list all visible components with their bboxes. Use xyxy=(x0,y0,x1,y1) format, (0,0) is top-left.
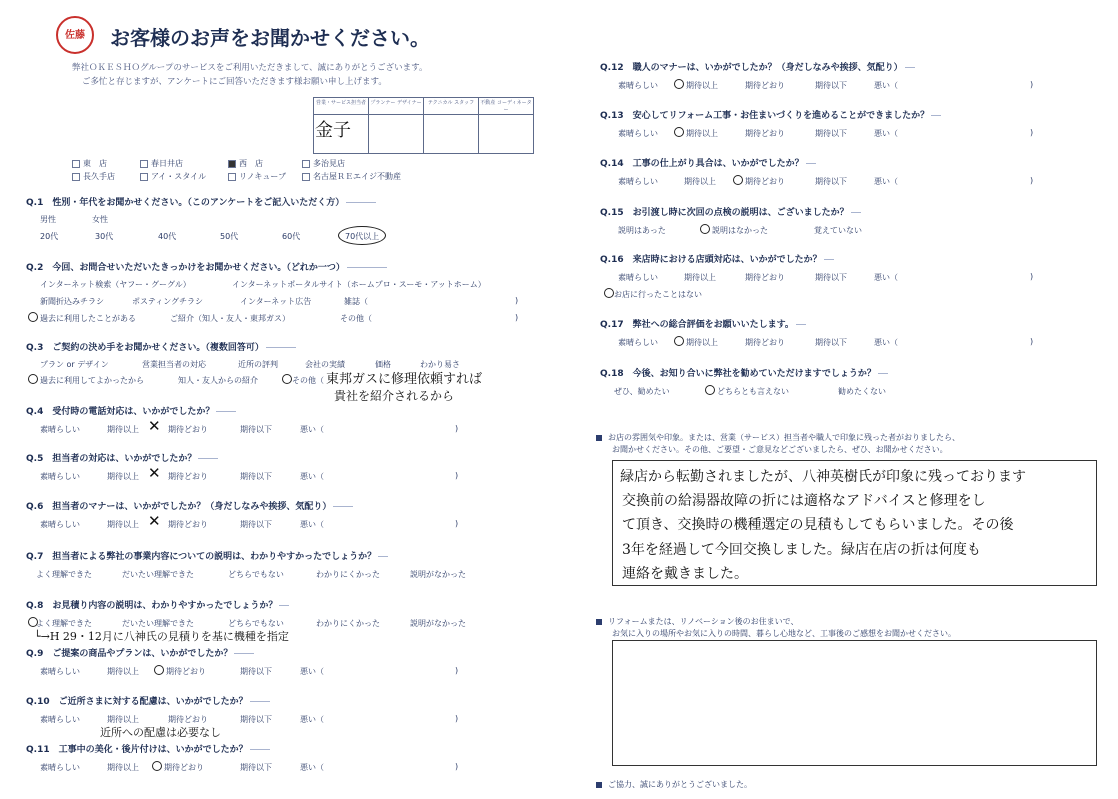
rating-option[interactable]: 素晴らしい xyxy=(618,177,658,186)
rating-option-selected[interactable]: 期待どおり xyxy=(164,763,204,772)
store-option[interactable]: アイ・スタイル xyxy=(140,171,206,182)
rating-option[interactable]: 期待以上 xyxy=(107,763,139,772)
rating-option[interactable]: 期待以上 xyxy=(107,472,139,481)
rating-option[interactable]: 悪い（ xyxy=(874,273,898,282)
rating-option[interactable]: 期待以上 xyxy=(107,667,139,676)
rating-option[interactable]: 期待以上 xyxy=(107,715,139,724)
question-18: Q.18 今後、お知り合いに弊社を勧めていただけますでしょうか？ xyxy=(600,366,888,379)
rating-option[interactable]: 期待どおり xyxy=(168,715,208,724)
q8-option[interactable]: だいたい理解できた xyxy=(122,619,194,628)
answer-circle xyxy=(674,127,684,137)
q2-option[interactable]: インターネット広告 xyxy=(240,297,312,306)
paren: ) xyxy=(1030,337,1034,346)
rating-option[interactable]: 悪い（ xyxy=(874,129,898,138)
answer-circle xyxy=(700,224,710,234)
rating-option[interactable]: 期待どおり xyxy=(745,81,785,90)
rating-option[interactable]: 素晴らしい xyxy=(618,273,658,282)
rating-option[interactable]: 素晴らしい xyxy=(618,81,658,90)
paren: ) xyxy=(455,762,459,771)
q2-option[interactable]: 新聞折込みチラシ xyxy=(40,297,104,306)
paren: ) xyxy=(1030,176,1034,185)
answer-circle xyxy=(28,374,38,384)
q2-option-selected[interactable]: 過去に利用したことがある xyxy=(40,314,136,323)
page-title: お客様のお声をお聞かせください。 xyxy=(110,26,430,50)
rating-option-selected[interactable]: 期待以上 xyxy=(686,129,718,138)
rating-option[interactable]: 素晴らしい xyxy=(618,338,658,347)
rating-option-selected[interactable]: 期待以上 xyxy=(686,81,718,90)
q15-option-selected[interactable]: 説明はなかった xyxy=(712,226,768,235)
question-15: Q.15 お引渡し時に次回の点検の説明は、ございましたか？ xyxy=(600,205,861,218)
rating-option[interactable]: 期待以下 xyxy=(815,338,847,347)
q2-option[interactable]: ご紹介（知人・友人・東邦ガス） xyxy=(170,314,290,323)
staff-header: プランナー デザイナー xyxy=(369,98,424,115)
answer-circle xyxy=(154,665,164,675)
paren: ) xyxy=(455,714,459,723)
handwritten-comment: て頂き、交換時の機種選定の見積もしてもらいました。その後 xyxy=(622,517,1014,533)
q2-option[interactable]: インターネットポータルサイト（ホームプロ・スーモ・アットホーム） xyxy=(232,280,486,289)
x-mark-icon: ✕ xyxy=(148,464,161,482)
question-10: Q.10 ご近所さまに対する配慮は、いかがでしたか？ xyxy=(26,694,270,707)
store-option[interactable]: 西 店 xyxy=(228,158,263,169)
question-2: Q.2 今回、お問合せいただいたきっかけをお聞かせください。（どれか一つ） xyxy=(26,260,387,273)
gender-male[interactable]: 男性 xyxy=(40,215,56,224)
q8-option-selected[interactable]: よく理解できた xyxy=(36,619,92,628)
question-17: Q.17 弊社への総合評価をお願いいたします。 xyxy=(600,317,806,330)
intro-line-1: 弊社ＯＫＥＳＨＯグループのサービスをご利用いただきまして、誠にありがとうございます。 xyxy=(72,63,428,73)
rating-option[interactable]: 期待以下 xyxy=(240,520,272,529)
paren: ) xyxy=(1030,272,1034,281)
footer-thanks: ご協力、誠にありがとうございました。 xyxy=(596,779,752,790)
handwritten-note: └→H 29・12月に八神氏の見積りを基に機種を指定 xyxy=(34,630,289,643)
sales-staff-name: 金子 xyxy=(315,120,351,141)
paren: ) xyxy=(455,424,459,433)
q8-option[interactable]: どちらでもない xyxy=(228,619,284,628)
q16-option-selected[interactable]: お店に行ったことはない xyxy=(614,290,702,299)
handwritten-note: 近所への配慮は必要なし xyxy=(100,726,221,739)
comment2-prompt: お気に入りの場所やお気に入りの時間、暮らし心地など、工事後のご感想をお聞かせください。 xyxy=(612,629,956,638)
rating-option[interactable]: 素晴らしい xyxy=(40,520,80,529)
q2-option[interactable]: ポスティングチラシ xyxy=(132,297,204,306)
rating-option[interactable]: 期待以下 xyxy=(240,715,272,724)
staff-header: テクニカル スタッフ xyxy=(424,98,479,115)
gender-female[interactable]: 女性 xyxy=(92,215,108,224)
question-4: Q.4 受付時の電話対応は、いかがでしたか？ xyxy=(26,404,236,417)
x-mark-icon: ✕ xyxy=(148,512,161,530)
handwritten-comment: 交換前の給湯器故障の折には適格なアドバイスと修理をし xyxy=(622,493,986,509)
question-5: Q.5 担当者の対応は、いかがでしたか？ xyxy=(26,451,218,464)
paren: ) xyxy=(455,519,459,528)
rating-option-selected[interactable]: 期待どおり xyxy=(166,667,206,676)
q3-option[interactable]: 価格 xyxy=(375,360,391,369)
staff-table xyxy=(313,97,534,154)
age-option[interactable]: 60代 xyxy=(282,232,301,241)
answer-circle xyxy=(705,385,715,395)
rating-option-selected[interactable]: 期待どおり xyxy=(168,472,208,481)
handwritten-comment: 緑店から転勤されましたが、八神英樹氏が印象に残っております xyxy=(620,469,1026,485)
rating-option[interactable]: 素晴らしい xyxy=(40,425,80,434)
answer-circle xyxy=(674,79,684,89)
handwritten-note: 貴社を紹介されるから xyxy=(334,389,455,403)
q2-paren: ) xyxy=(515,296,519,305)
question-12: Q.12 職人のマナーは、いかがでしたか？（身だしなみや挨拶、気配り） xyxy=(600,60,915,73)
q18-option-selected[interactable]: どちらとも言えない xyxy=(717,387,789,396)
staff-header: 営業・サービス担当者 xyxy=(314,98,369,115)
q7-option[interactable]: どちらでもない xyxy=(228,570,284,579)
question-7: Q.7 担当者による弊社の事業内容についての説明は、わかりやすかったでしょうか？ xyxy=(26,549,388,562)
intro-line-2: ご多忙と存じますが、アンケートにご回答いただきます様お願い申し上げます。 xyxy=(82,77,387,87)
q3-option[interactable]: 会社の実績 xyxy=(305,360,345,369)
question-1: Q.1 性別・年代をお聞かせください。（このアンケートをご記入いただく方） xyxy=(26,195,376,208)
rating-option[interactable]: 期待どおり xyxy=(745,273,785,282)
q3-option[interactable]: 営業担当者の対応 xyxy=(142,360,206,369)
question-14: Q.14 工事の仕上がり具合は、いかがでしたか？ xyxy=(600,156,816,169)
comment2-prompt: リフォームまたは、リノベーション後のお住まいで、 xyxy=(596,616,798,627)
paren: ) xyxy=(455,666,459,675)
q7-option[interactable]: わかりにくかった xyxy=(316,570,380,579)
store-option[interactable]: リノキューブ xyxy=(228,171,286,182)
rating-option[interactable]: 期待どおり xyxy=(745,338,785,347)
question-6: Q.6 担当者のマナーは、いかがでしたか？（身だしなみや挨拶、気配り） xyxy=(26,499,353,512)
question-11: Q.11 工事中の美化・後片付けは、いかがでしたか？ xyxy=(26,742,270,755)
handwritten-comment: 連絡を戴きました。 xyxy=(622,566,748,582)
q3-option-selected[interactable]: その他（ xyxy=(292,376,324,385)
q15-option[interactable]: 覚えていない xyxy=(814,226,862,235)
age-option[interactable]: 20代 xyxy=(40,232,59,241)
staff-header: 不動産 コーディネーター xyxy=(479,98,534,115)
q8-option[interactable]: わかりにくかった xyxy=(316,619,380,628)
rating-option[interactable]: 期待以上 xyxy=(107,520,139,529)
rating-option[interactable]: 期待以下 xyxy=(240,763,272,772)
handwritten-comment: 3年を経過して今回交換しました。緑店在店の折は何度も xyxy=(622,542,981,558)
store-option[interactable]: 春日井店 xyxy=(140,158,183,169)
handwritten-note: 東邦ガスに修理依頼すれば xyxy=(326,372,483,387)
paren: ) xyxy=(1030,128,1034,137)
rating-option[interactable]: 素晴らしい xyxy=(618,129,658,138)
age-option[interactable]: 30代 xyxy=(95,232,114,241)
q18-option[interactable]: ぜひ、勧めたい xyxy=(614,387,670,396)
age-option[interactable]: 50代 xyxy=(220,232,239,241)
rating-option[interactable]: 期待以下 xyxy=(240,667,272,676)
answer-circle xyxy=(28,312,38,322)
rating-option[interactable]: 期待以上 xyxy=(684,177,716,186)
q3-option[interactable]: プラン or デザイン xyxy=(40,360,109,369)
rating-option[interactable]: 期待以上 xyxy=(107,425,139,434)
rating-option[interactable]: 素晴らしい xyxy=(40,763,80,772)
rating-option[interactable]: 素晴らしい xyxy=(40,472,80,481)
q3-option-selected[interactable]: 過去に利用してよかったから xyxy=(40,376,144,385)
store-option[interactable]: 長久手店 xyxy=(72,171,115,182)
answer-circle xyxy=(733,175,743,185)
answer-circle xyxy=(282,374,292,384)
q15-option[interactable]: 説明はあった xyxy=(618,226,666,235)
seal-stamp: 佐藤 xyxy=(56,16,94,54)
answer-circle xyxy=(604,288,614,298)
rating-option[interactable]: 素晴らしい xyxy=(40,715,80,724)
rating-option[interactable]: 悪い（ xyxy=(300,715,324,724)
rating-option-selected[interactable]: 期待以上 xyxy=(686,338,718,347)
paren: ) xyxy=(1030,80,1034,89)
rating-option[interactable]: 期待以下 xyxy=(815,81,847,90)
rating-option[interactable]: 悪い（ xyxy=(874,81,898,90)
paren: ) xyxy=(455,471,459,480)
store-option[interactable]: 東 店 xyxy=(72,158,107,169)
q18-option[interactable]: 勧めたくない xyxy=(838,387,886,396)
comment2-box[interactable] xyxy=(612,640,1097,766)
q8-option[interactable]: 説明がなかった xyxy=(410,619,466,628)
q7-option[interactable]: よく理解できた xyxy=(36,570,92,579)
age-option[interactable]: 40代 xyxy=(158,232,177,241)
q2-option[interactable]: その他（ xyxy=(340,314,372,323)
q3-option[interactable]: 知人・友人からの紹介 xyxy=(178,376,258,385)
q2-paren: ) xyxy=(515,313,519,322)
q3-option[interactable]: わかり易さ xyxy=(420,360,460,369)
q2-option[interactable]: インターネット検索（ヤフー・グーグル） xyxy=(40,280,191,289)
rating-option[interactable]: 悪い（ xyxy=(300,425,324,434)
q3-option[interactable]: 近所の評判 xyxy=(238,360,278,369)
rating-option[interactable]: 期待どおり xyxy=(745,129,785,138)
question-13: Q.13 安心してリフォーム工事・お住まいづくりを進めることができましたか？ xyxy=(600,108,941,121)
rating-option[interactable]: 悪い（ xyxy=(300,472,324,481)
comment1-prompt: お店の雰囲気や印象。または、営業（サービス）担当者や職人で印象に残った者がおりましたら、 xyxy=(596,432,960,443)
comment1-prompt: お聞かせください。その他、ご要望・ご意見などございましたら、ぜひ、お聞かせください。 xyxy=(612,445,948,454)
rating-option[interactable]: 素晴らしい xyxy=(40,667,80,676)
rating-option-selected[interactable]: 期待どおり xyxy=(745,177,785,186)
rating-option[interactable]: 悪い（ xyxy=(874,338,898,347)
q2-option[interactable]: 雑誌（ xyxy=(344,297,368,306)
question-9: Q.9 ご提案の商品やプランは、いかがでしたか？ xyxy=(26,646,254,659)
answer-circle xyxy=(152,761,162,771)
question-16: Q.16 来店時における店頭対応は、いかがでしたか？ xyxy=(600,252,834,265)
rating-option[interactable]: 悪い（ xyxy=(874,177,898,186)
rating-option[interactable]: 期待以下 xyxy=(815,177,847,186)
x-mark-icon: ✕ xyxy=(148,417,161,435)
store-option[interactable]: 名古屋ＲＥエイジ不動産 xyxy=(302,171,401,182)
question-8: Q.8 お見積り内容の説明は、わかりやすかったでしょうか？ xyxy=(26,598,289,611)
rating-option[interactable]: 悪い（ xyxy=(300,763,324,772)
answer-circle xyxy=(674,336,684,346)
q7-option[interactable]: だいたい理解できた xyxy=(122,570,194,579)
rating-option[interactable]: 期待以下 xyxy=(815,129,847,138)
age-option-selected[interactable]: 70代以上 xyxy=(345,232,380,241)
answer-circle xyxy=(338,226,386,245)
rating-option[interactable]: 期待以下 xyxy=(240,472,272,481)
rating-option[interactable]: 期待以上 xyxy=(684,273,716,282)
q7-option[interactable]: 説明がなかった xyxy=(410,570,466,579)
rating-option[interactable]: 悪い（ xyxy=(300,520,324,529)
rating-option-selected[interactable]: 期待どおり xyxy=(168,425,208,434)
rating-option-selected[interactable]: 期待どおり xyxy=(168,520,208,529)
question-3: Q.3 ご契約の決め手をお聞かせください。（複数回答可） xyxy=(26,340,296,353)
rating-option[interactable]: 悪い（ xyxy=(300,667,324,676)
rating-option[interactable]: 期待以下 xyxy=(240,425,272,434)
store-option[interactable]: 多治見店 xyxy=(302,158,345,169)
rating-option[interactable]: 期待以下 xyxy=(815,273,847,282)
